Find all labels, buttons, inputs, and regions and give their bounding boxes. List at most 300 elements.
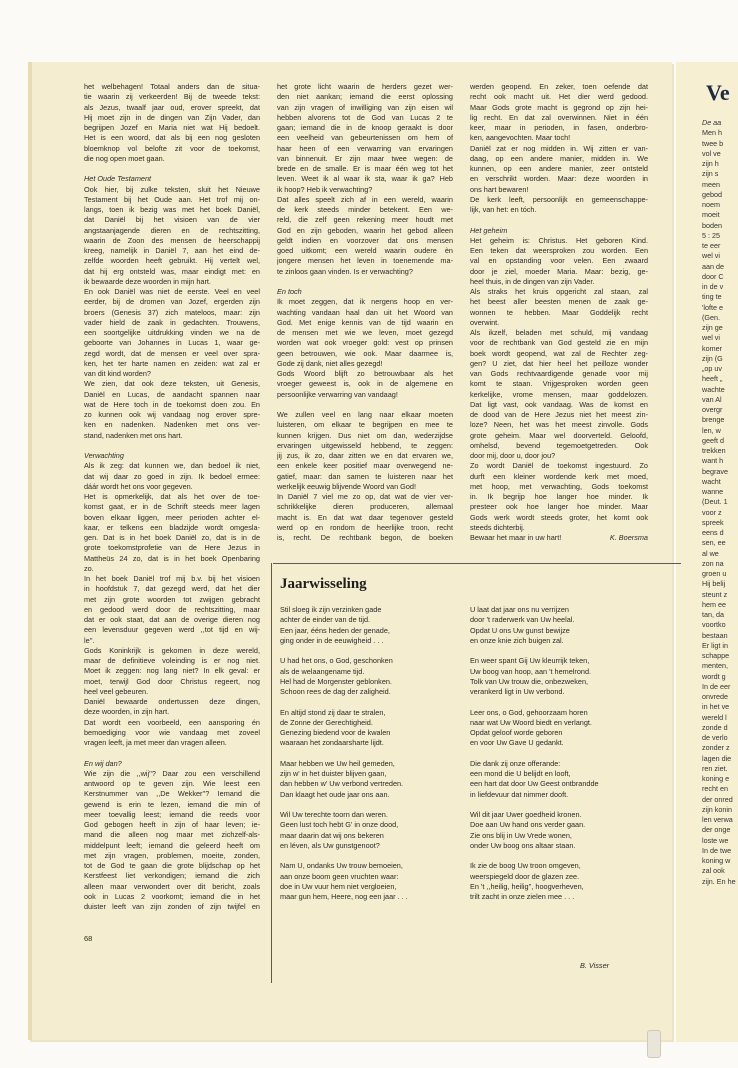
poem-line: Opdat geloof worde geboren	[470, 728, 563, 737]
text-line: Het geheim is: Christus. Het geboren Kind.	[470, 235, 648, 245]
text-line: Kerstfeest liet verkondigen; iemand die zich	[84, 871, 260, 881]
text-line: in hoofdstuk 7, dat gezegd werd, dat het dier	[84, 584, 260, 594]
next-page-line: bestaan	[702, 630, 728, 640]
poem-line: Hel had de Morgenster geblonken.	[280, 676, 392, 686]
next-page-line: voor z	[702, 507, 722, 517]
text-line: werd op en rondom de heerlijke troon, recht	[277, 522, 453, 532]
text-line: Gods werk wordt steeds groter, het komt ook	[470, 512, 648, 522]
text-line: brede en de smalle. Er is maar één weg tot het	[277, 164, 453, 173]
next-page-line: steunt z	[702, 589, 728, 599]
text-line: ik hoop? Heb ik verwachting?	[277, 184, 373, 194]
poem-box-left-rule	[271, 563, 272, 983]
text-line: vragen leeft, ja met meer dan vragen alleen.	[84, 738, 227, 747]
text-line: kunnen krijgen. Dus niet om dan, wederzijdse	[277, 430, 453, 440]
text-line: het beest aller beesten menen de zaak ge-	[470, 297, 648, 307]
poem-line: Schoon rees de dag der zaligheid.	[280, 687, 391, 696]
poem-line: U laat dat jaar ons nu verrijzen	[470, 605, 569, 614]
closing-text: Bewaar het maar in uw hart!	[470, 533, 562, 542]
text-line: keer, maar in perioden, in fasen, onderbro-	[470, 123, 648, 132]
poem-line: een mond die U belijdt en looft,	[470, 769, 571, 778]
poem-line: U had het ons, o God, geschonken	[280, 656, 393, 666]
text-line: steeds dichterbij.	[470, 522, 525, 532]
poem-line: naar wat Uw Woord biedt en verlangt.	[470, 717, 592, 727]
text-line: wat de Here toch in de toekomst doen zou. En	[84, 399, 260, 409]
next-page-line: 5 : 25	[702, 230, 720, 240]
text-line: komst gaat, er in de Schrift steeds meer lagen	[84, 502, 260, 512]
next-page-line: te eer	[702, 241, 721, 250]
text-line: door mij, door u, door jou?	[470, 451, 556, 460]
next-page-line: menten,	[702, 661, 728, 671]
poem-line: aan onze boom geen vruchten waar:	[280, 871, 399, 881]
page-number: 68	[84, 934, 93, 943]
poem-line: achter de einder van de tijd.	[280, 615, 371, 625]
text-line: jij zus, ik zo, daar zitten we en dat ervaren we,	[277, 451, 453, 460]
text-line: In het boek Daniël trof mij b.v. bij het visioen	[84, 574, 260, 583]
text-line: Moet ik zeggen: nog lang niet? In elk geval: er	[84, 666, 260, 676]
next-page-line: zijn s	[702, 169, 719, 179]
text-line: het welbehagen! Totaal anders dan de situa-	[84, 82, 260, 91]
text-line: een soortgelijke uitdrukking vinden we na de	[84, 328, 260, 337]
next-page-line: (Gen.	[702, 312, 720, 322]
text-line: hebben alvorens tot de God van Lucas 2 te	[277, 112, 453, 122]
next-page-line: komer	[702, 343, 722, 353]
poem-line: Zie ons blij in Uw Vrede wonen,	[470, 830, 572, 840]
paragraph-gap	[277, 400, 453, 410]
text-line: een levensduur gegeven werd ,,tot tijd en wij-	[84, 625, 260, 635]
text-line: middelpunt leeft; iemand die geleerd heeft om	[84, 840, 260, 850]
poem-line: Maar hebben we Uw heil gemeden,	[280, 758, 395, 768]
text-line: deze woorden, in zijn hart.	[84, 707, 170, 717]
paragraph-gap	[277, 277, 453, 287]
text-line: met zijn vragen, problemen, moeite, zonden,	[84, 850, 260, 860]
poem-line: ging onder in de eeuwigheid . . .	[280, 635, 384, 645]
text-line: gen. Dat is in het boek Daniël zo, dat is in de	[84, 533, 260, 542]
stanza-gap	[470, 749, 650, 759]
stanza-gap	[280, 851, 460, 861]
text-line: dat er ook staat, dat aan de overige dieren nog	[84, 615, 260, 624]
text-line: vader hield de zaak in gedachten. Trouwens,	[84, 317, 260, 327]
article-author: K. Boersma	[609, 533, 648, 542]
next-page-line: zonde d	[702, 722, 728, 732]
text-line: Hij moet zijn in de dingen van Zijn Vader, dan	[84, 112, 260, 122]
next-page-line: overgr	[702, 405, 723, 414]
next-page-line: zon na	[702, 558, 724, 568]
text-line: ken en nadenken. Nadenken met ons ver-	[84, 420, 260, 430]
text-line: met hoop, met verwachting, Gods toekomst	[470, 481, 648, 491]
text-line: boven elkaar liggen, meer perioden achter el-	[84, 512, 260, 522]
text-line: door je ziel, moeder Maria. Maar: bezig, ge-	[470, 266, 648, 276]
text-line: geen betrouwen, wie ook. Maar daarmee is,	[277, 348, 453, 358]
text-line: lig recht. En dat zal overwinnen. Niet in één	[470, 112, 648, 122]
next-page-line: door C	[702, 271, 724, 281]
next-page-line: in de v	[702, 282, 724, 291]
text-line: geldt indien en voorzover dat ons mensen	[277, 235, 453, 245]
text-line: ook in Lucas 2 voorkomt; iemand die in het	[84, 891, 260, 901]
text-line: schrikkelijke dieren produceren, allemaal	[277, 502, 453, 512]
poem-line: Nam U, ondanks Uw trouw bemoeien,	[280, 861, 403, 871]
stanza-gap	[470, 646, 650, 656]
text-line: tie waarin zij verkeerden! Bij de tweede tekst:	[84, 92, 260, 102]
poem-line: En 't ,,heilig, heilig'', hoogverheven,	[470, 881, 584, 891]
text-line: als Jezus, twaalf jaar oud, erover spreekt, dat	[84, 102, 260, 112]
poem-line: onder Uw boog ons altaar staan.	[470, 840, 576, 850]
next-page-text	[702, 118, 738, 887]
next-page-line: brenge	[702, 415, 725, 425]
next-page-line: sen, ee	[702, 538, 726, 548]
stanza-gap	[470, 851, 650, 861]
text-line: recht ook macht uit. Het dier werd gedood.	[470, 92, 648, 102]
next-page-line: want h	[702, 456, 724, 466]
poem-line: Een jaar, ééns heden der genade,	[280, 625, 390, 635]
text-line: Dat ligt vast, ook vandaag. Was de komst en	[470, 399, 648, 409]
text-line: ons hart bewaren!	[470, 184, 529, 194]
text-line: ken, het ter harte namen en zeiden: wat zal er	[84, 358, 260, 368]
poem-line: Uw boog van hoop, aan 't hemelrond.	[470, 666, 592, 676]
text-line: dáár wordt het ons voor gegeven.	[84, 481, 193, 491]
poem-line: Geen lust toch hebt G' in onze dood,	[280, 820, 399, 830]
next-page-line: Hij belij	[702, 579, 726, 589]
next-page-line: zijn h	[702, 159, 719, 168]
poem-line: door 't raderwerk van Uw heelal.	[470, 615, 575, 625]
text-line: ik bewaarde deze woorden in mijn hart.	[84, 276, 211, 286]
text-line: gatief, maar: dan samen te luisteren naar het	[277, 471, 453, 481]
poem-line: Wil dit jaar Uwer goedheid kronen.	[470, 810, 582, 819]
text-line: worden wat ook vroeger gold: vest op prinsen	[277, 338, 453, 348]
text-line: Gode zij dank, niet alles gezegd!	[277, 358, 383, 368]
text-line: Maar Gods grote macht is gegrond op zijn hei-	[470, 102, 648, 112]
next-page-line: van Al	[702, 394, 722, 404]
text-line: de kerk steeds minder betekent. Een we-	[277, 205, 453, 214]
text-line: val en opstanding voor velen. Een zwaard	[470, 256, 648, 266]
next-page-line: zijn konin	[702, 804, 732, 814]
text-line: luisteren, om elkaar te begrijpen en mee te	[277, 420, 453, 430]
next-page-line: al we	[702, 548, 719, 558]
text-line: bloemknop vol belofte zit voor de toekomst,	[84, 143, 260, 153]
next-page-line: groen u	[702, 569, 727, 578]
poem-line: en voor Uw Gave U gedankt.	[470, 738, 564, 748]
text-line: Het is een woord, dat als bij een nog gesloten	[84, 133, 260, 143]
next-page-line: ren ziet.	[702, 763, 728, 773]
text-line: God gebogen heeft in zijn of haar leven; ie-	[84, 820, 260, 829]
next-page-line: len, w	[702, 425, 721, 435]
next-page-line: len verwa	[702, 815, 733, 824]
text-line: dat hij erg ontsteld was, maar eindigt met: en	[84, 266, 260, 276]
text-line: Daniël en Lucas, de aandacht spannen naar	[84, 389, 260, 399]
next-page-line: moeit	[702, 210, 720, 220]
section-heading: Verwachting	[84, 451, 124, 460]
text-line: De kerk leeft, persoonlijk en gemeenschappe-	[470, 194, 648, 204]
text-line: waarin de Zoon des mensen de heerschappij	[84, 235, 260, 245]
section-heading: Het geheim	[470, 225, 508, 235]
text-line: leven. Weet ik al waar ik sta, waar ik ga? Heb	[277, 174, 453, 184]
text-line: en gedood werd door de rechtszitting, maar	[84, 604, 260, 614]
text-line: le''.	[84, 635, 95, 645]
text-line: gewend is erin te lezen, iemand die min of	[84, 799, 260, 809]
text-line: kunnen, op een andere manier, zeer ontsteld	[470, 164, 648, 173]
next-page-line: zal ook	[702, 866, 725, 876]
text-line: dat Daniël bij het visioen van de vier	[84, 215, 260, 225]
text-line: ervaringen uitgewisseld hebbend, te zeggen:	[277, 440, 453, 450]
text-line: van Gods rechtvaardigende genade voor mij	[470, 369, 648, 378]
next-page-line: wereld l	[702, 712, 727, 722]
next-page-line: onvrede	[702, 692, 728, 701]
text-line: mand die alleen nog maar met zichzelf-als-	[84, 830, 260, 840]
poem-line: En weer spant Gij Uw kleurrijk teken,	[470, 656, 590, 666]
next-page-line: wachte	[702, 384, 725, 394]
next-page-line: Men h	[702, 128, 722, 138]
text-line: Dat alles speelt zich af in een wereld, waarin	[277, 194, 453, 204]
text-line: macht is. En dat wat daar tegenover gesteld	[277, 512, 453, 522]
stanza-gap	[470, 697, 650, 707]
text-line: die nog open moet gaan.	[84, 153, 165, 163]
text-line: antwoord op te geven zijn. Wie leest een	[84, 779, 260, 788]
text-line: den niet aankan; iemand die eerst oplossing	[277, 92, 453, 102]
text-line: duister leeft van zijn zonden of zijn twijfel en	[84, 902, 260, 911]
next-page-line: zijn. En he	[702, 876, 736, 886]
next-page-title: Ve	[706, 80, 730, 105]
text-line: omhelsd, bevend tegemoetgetreden. Ook	[470, 440, 648, 450]
next-page-line: boden	[702, 220, 722, 230]
poem-line: maar daarin dat wij ons bekeren	[280, 830, 384, 840]
next-page-line: der onge	[702, 825, 731, 835]
next-page-line: voortko	[702, 620, 726, 630]
text-line: Ik moet zeggen, dat ik nergens hoop en ver-	[277, 297, 453, 307]
text-line: jongere mensen het leven in toenemende ma-	[277, 256, 453, 266]
text-line: komt te staan. Vrijgesproken worden geen	[470, 379, 648, 389]
text-line: We zien, dat ook deze teksten, uit Genesis,	[84, 379, 260, 389]
text-line: kaar, er telkens een bladzijde wordt omgesla-	[84, 522, 260, 532]
next-page-line: wordt g	[702, 671, 726, 681]
text-line: Testament bij het Oude aan. Het trof mij on-	[84, 194, 260, 204]
text-line: de mensen met wie we leven, moet gezegd	[277, 328, 453, 337]
poem-line: verankerd ligt in Uw verbond.	[470, 687, 565, 696]
next-page-line: zonder z	[702, 743, 730, 753]
text-line: durft een kleiner wordende kerk met moed,	[470, 471, 648, 481]
next-page-line: koning e	[702, 774, 730, 783]
next-page-line: (Deut. 1	[702, 497, 728, 507]
next-page-line: In de twe	[702, 845, 732, 855]
text-line: begrijpen Jozef en Maria niet wat Hij bedoelt.	[84, 123, 260, 132]
poem-line: een hart dat door Uw Geest ontbrandde	[470, 779, 599, 789]
text-line: Het is opmerkelijk, dat als het over de toe-	[84, 492, 260, 501]
poem-line: zijn w' in het duister blijven gaan,	[280, 769, 387, 778]
poem-line: Die dank zij onze offerande:	[470, 758, 561, 768]
poem-line: maar gun hem, Heere, nog een jaar . . .	[280, 892, 408, 901]
poem-line: in liefdevuur dat nimmer dooft.	[470, 789, 569, 799]
section-heading: En toch	[277, 287, 302, 296]
poem-line: En altijd stond zij daar te stralen,	[280, 707, 386, 717]
text-line: het grote licht waarin de herders gezet wer-	[277, 82, 453, 91]
poem-line: doe in Uw vuur hem niet vergloeien,	[280, 881, 397, 891]
article-column-3	[470, 82, 648, 543]
poem-box-top-rule	[273, 563, 681, 564]
next-page-line: vol ve	[702, 148, 721, 158]
next-page-line: spreek	[702, 517, 724, 527]
next-page-line: aan de	[702, 261, 724, 271]
text-line: persoonlijke verwarring van vandaag!	[277, 389, 398, 399]
text-line: eerder, bij de dromen van Jozef, ergerden zijn	[84, 297, 260, 307]
next-page-line: In de eer	[702, 681, 731, 691]
text-line: In Daniël 7 viel me zo op, dat wat de vier ver-	[277, 492, 453, 501]
poem-line: Leer ons, o God, gehoorzaam horen	[470, 707, 588, 717]
text-line: gen? U ziet, dat hier heel het peilloze wonder	[470, 358, 648, 368]
text-line: werden geopend. En zeker, toen oefende dat	[470, 82, 648, 91]
stanza-gap	[280, 646, 460, 656]
text-line: heel thuis, in de dingen van zijn Vader.	[470, 276, 595, 286]
stanza-gap	[280, 749, 460, 759]
stanza-gap	[470, 800, 650, 810]
next-page-line: wanne	[702, 487, 724, 496]
text-line: Daniël bewaarde ondertussen deze dingen,	[84, 697, 260, 706]
text-line: We zullen veel en lang naar elkaar moeten	[277, 410, 453, 419]
next-page-line: hem ee	[702, 599, 726, 609]
poem-line: Opdat U ons Uw gunst bewijze	[470, 625, 570, 635]
text-line: presteer ook hoe langer hoe minder. Maar	[470, 502, 648, 512]
text-line: Kerstnummer van ,,De Wekker''? Iemand die	[84, 789, 260, 799]
next-page-line: loste we	[702, 835, 729, 845]
paragraph-gap	[84, 164, 260, 174]
text-line: Gods Woord blijft zo betrouwbaar als het	[277, 369, 453, 378]
article-column-1	[84, 82, 260, 912]
text-line: te zinloos gaan vinden. Is er verwachting?	[277, 266, 413, 276]
text-line: van zijn vragen of inwilliging van zijn eisen wil	[277, 102, 453, 112]
text-line: alleen maar verwondert over dit bericht, zoals	[84, 881, 260, 891]
next-page-line: wacht	[702, 476, 721, 486]
text-line: Daniël zat er nog midden in. Wij zitten er van-	[470, 143, 648, 153]
text-line: ken, aangevochten. Maar toch!	[470, 133, 571, 143]
next-page-line: recht en	[702, 784, 728, 794]
text-line: Mattheüs 24 zo, dat is in het boek Openbaring	[84, 553, 260, 563]
text-line: grote toekomstprofetie van de Here Jezus in	[84, 543, 260, 553]
text-line: Een teken dat weersproken zou worden. Een	[470, 246, 648, 255]
text-line: en verschrikt worden. Maar: deze woorden in	[470, 174, 648, 184]
next-page-line: trekken	[702, 446, 726, 455]
poem-line: Ik zie de boog Uw troon omgeven,	[470, 861, 581, 871]
next-page-line: zijn ge	[702, 323, 723, 332]
next-page-line: Er ligt in	[702, 640, 728, 650]
poem-line: Doe aan Uw hand ons verder gaan.	[470, 820, 586, 830]
next-page-line: „op uv	[702, 364, 722, 373]
text-line: God en zijn geboden, waarin het gebod alleen	[277, 225, 453, 235]
text-line: moet, terwijl God door Christus regeert, nog	[84, 676, 260, 686]
next-page-line: ting te	[702, 292, 722, 302]
text-line: Wie zijn die ,,wij''? Daar zou een verschillend	[84, 768, 260, 778]
text-line: lijk, van het: en tóch.	[470, 205, 537, 214]
next-page-line: gebod	[702, 189, 722, 199]
text-line: angstaanjagende dieren en de rechtszitting,	[84, 225, 260, 235]
next-page-line: meen	[702, 179, 720, 189]
text-line: boek wordt geopend, wat zal de Rechter zeg-	[470, 348, 648, 358]
text-line: zo.	[84, 563, 94, 573]
text-line: Als straks het kruis opgericht zal staan, zal	[470, 287, 648, 296]
poem-title: Jaarwisseling	[280, 576, 367, 592]
text-line: van dit kind worden?	[84, 369, 151, 378]
text-line: in. Ik begrijp hoe langer hoe minder. Ik	[470, 492, 648, 501]
text-line: een enkele keer positief maar overwegend ne-	[277, 461, 453, 471]
text-line: Gods Koninkrijk is gekomen in deze wereld,	[84, 645, 260, 655]
next-page-line: zijn (G	[702, 353, 723, 363]
next-page-line: heeft „	[702, 374, 723, 384]
next-page-line: der onred	[702, 794, 733, 804]
poem-line: Tolk van Uw trouw die, onbezweken,	[470, 676, 589, 686]
text-line: bemoediging voor wie vandaag met zoveel	[84, 727, 260, 737]
text-line: kreeg, namelijk in Daniël 7, aan het eind de-	[84, 246, 260, 255]
binder-clip	[647, 1030, 661, 1058]
text-line: van binnenuit. Er zijn maar twee wegen: de	[277, 153, 453, 163]
text-line: met zijn grote woorden tot zwijgen gebracht	[84, 594, 260, 604]
next-page-line: de verlo	[702, 733, 728, 742]
text-line: de dood van de Here Jezus niet het meest zin-	[470, 410, 648, 419]
paragraph-gap	[470, 215, 648, 225]
text-line: geboorte van Johannes in Lucas 1, waar ge-	[84, 338, 260, 348]
poem-column-left	[280, 605, 460, 902]
text-line: wachting vandaan haal dan uit het Woord van	[277, 307, 453, 317]
paragraph-gap	[84, 441, 260, 451]
poem-line: als de welaangename tijd.	[280, 666, 365, 676]
text-line: loze? Neen, het was het meest zinvolle. Gods	[470, 420, 648, 430]
text-line: dat wij daar zo goed in zijn. Ik bedoel ermee:	[84, 471, 260, 481]
text-line: Als ik zeg: dat kunnen we, dan bedoel ik niet,	[84, 461, 260, 471]
next-page-line: in het ve	[702, 702, 730, 712]
text-line: En ook Daniël was niet de eerste. Veel en veel	[84, 287, 260, 296]
stanza-gap	[280, 800, 460, 810]
poem-column-right	[470, 605, 650, 902]
next-page-line: 'lofte e	[702, 302, 723, 312]
text-line: werkelijk eeuwig blijvende Woord van God!	[277, 481, 416, 491]
paragraph-gap	[84, 748, 260, 758]
text-line: kerkelijke, vrome mensen, maar goddelozen.	[470, 389, 648, 399]
poem-line: de Zonne der Gerechtigheid.	[280, 717, 373, 727]
next-page-sliver	[676, 62, 738, 1042]
next-page-line: geeft d	[702, 435, 724, 445]
next-page-line: De aa	[702, 118, 722, 127]
next-page-line: wel vi	[702, 333, 720, 343]
next-page-line: koning w	[702, 856, 731, 865]
stanza-gap	[280, 697, 460, 707]
article-closing-line	[470, 533, 648, 543]
article-column-2	[277, 82, 453, 543]
text-line: overwint.	[470, 317, 500, 327]
poem-line: en onze knie zich buigen zal.	[470, 635, 564, 645]
section-heading: En wij dan?	[84, 758, 122, 768]
next-page-line: eens d	[702, 528, 724, 537]
text-line: Zo wordt Daniël de toekomst ingestuurd. Zo	[470, 461, 648, 471]
text-line: een veelheid van gebeurtenissen om hem of	[277, 133, 453, 143]
text-line: grote geheim. Maar wel doorverteld. Geloofd,	[470, 430, 648, 440]
text-line: meer toevallig leest; iemand die reeds voor	[84, 809, 260, 819]
text-line: goed uitkomt; een wereld waarin oudere èn	[277, 246, 453, 255]
text-line: zelfde woorden heeft gebruikt. Hij vertelt wel,	[84, 256, 260, 266]
text-line: maar de definitieve voleinding is er nog niet.	[84, 656, 260, 665]
next-page-line: schappe	[702, 651, 730, 660]
text-line: vroeger geweest is, ook in de algemene en	[277, 379, 453, 389]
text-line: tot de God te gaan die grote blijdschap op het	[84, 861, 260, 870]
poem-author: B. Visser	[580, 961, 610, 970]
section-heading: Het Oude Testament	[84, 174, 152, 184]
text-line: daag, op een andere manier, midden in. We	[470, 153, 648, 163]
poem-line: dan hebben w' Uw verbond vertreden.	[280, 779, 404, 789]
text-line: Ook hier, bij zulke teksten, sluit het Nieuwe	[84, 184, 260, 194]
text-line: God. Met enige kennis van de tijd waarin en	[277, 317, 453, 327]
poem-line: Dan klaagt het oude jaar ons aan.	[280, 789, 390, 799]
next-page-line: lagen die	[702, 753, 732, 763]
text-line: voor de rechtbank van God gesteld zie en mijn	[470, 338, 648, 348]
poem-line: trilt zacht in onze zielen mee . . .	[470, 892, 575, 901]
next-page-line: wel vi	[702, 251, 720, 261]
poem-line: Genezing biedend voor de kwalen	[280, 728, 391, 737]
poem-line: waaraan het zondaarsharte lijdt.	[280, 738, 384, 748]
text-line: wonnen te hebben. Maar Goddelijk recht	[470, 307, 648, 317]
